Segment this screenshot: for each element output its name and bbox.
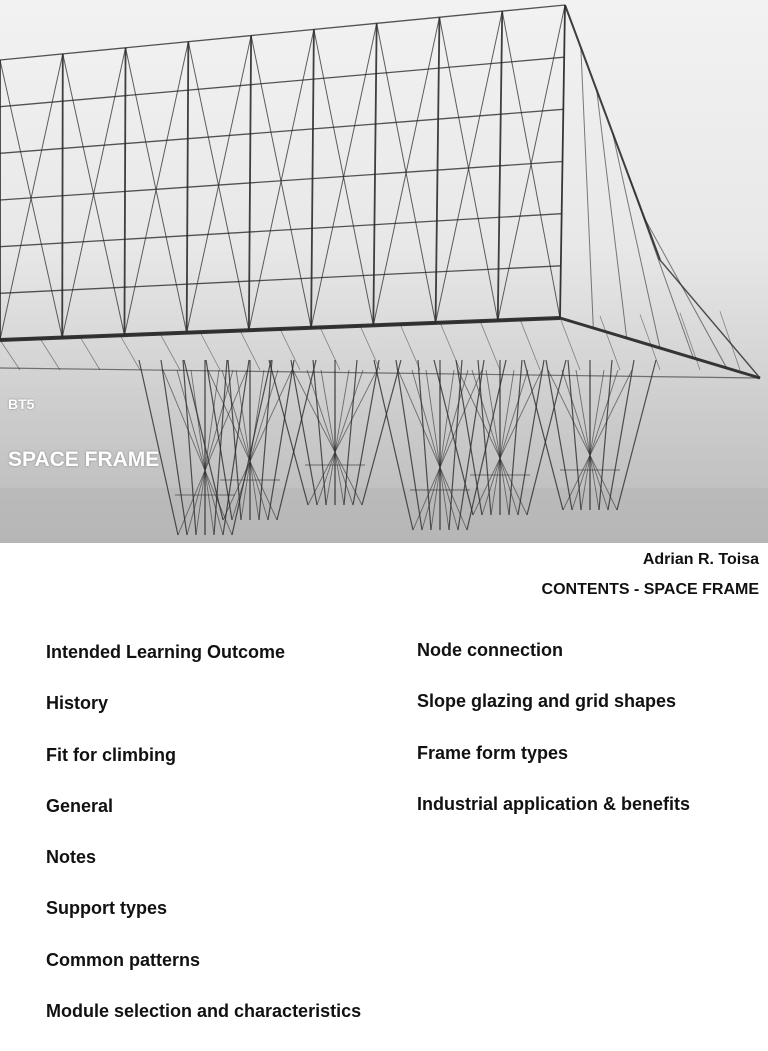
contents-list-right [417, 639, 690, 844]
contents-item: Notes [46, 847, 97, 868]
contents-item: Common patterns [46, 949, 201, 970]
contents-heading: CONTENTS - SPACE FRAME [541, 581, 759, 598]
author-name: Adrian R. Toisa [642, 551, 759, 568]
contents-item: Support types [46, 898, 168, 919]
contents-item: Fit for climbing [46, 744, 176, 765]
contents-list-left [46, 641, 361, 1051]
contents-item: History [46, 693, 109, 714]
contents-item: Slope glazing and grid shapes [417, 691, 677, 712]
contents-item: General [46, 795, 114, 816]
contents-item: Intended Learning Outcome [46, 642, 286, 662]
contents-item: Module selection and characteristics [46, 1001, 362, 1022]
contents-item: Industrial application & benefits [417, 793, 691, 814]
contents-item: Node connection [417, 640, 564, 660]
contents-item: Frame form types [417, 742, 569, 763]
cover-title: SPACE FRAME [8, 448, 160, 471]
course-code: BT5 [8, 396, 35, 412]
